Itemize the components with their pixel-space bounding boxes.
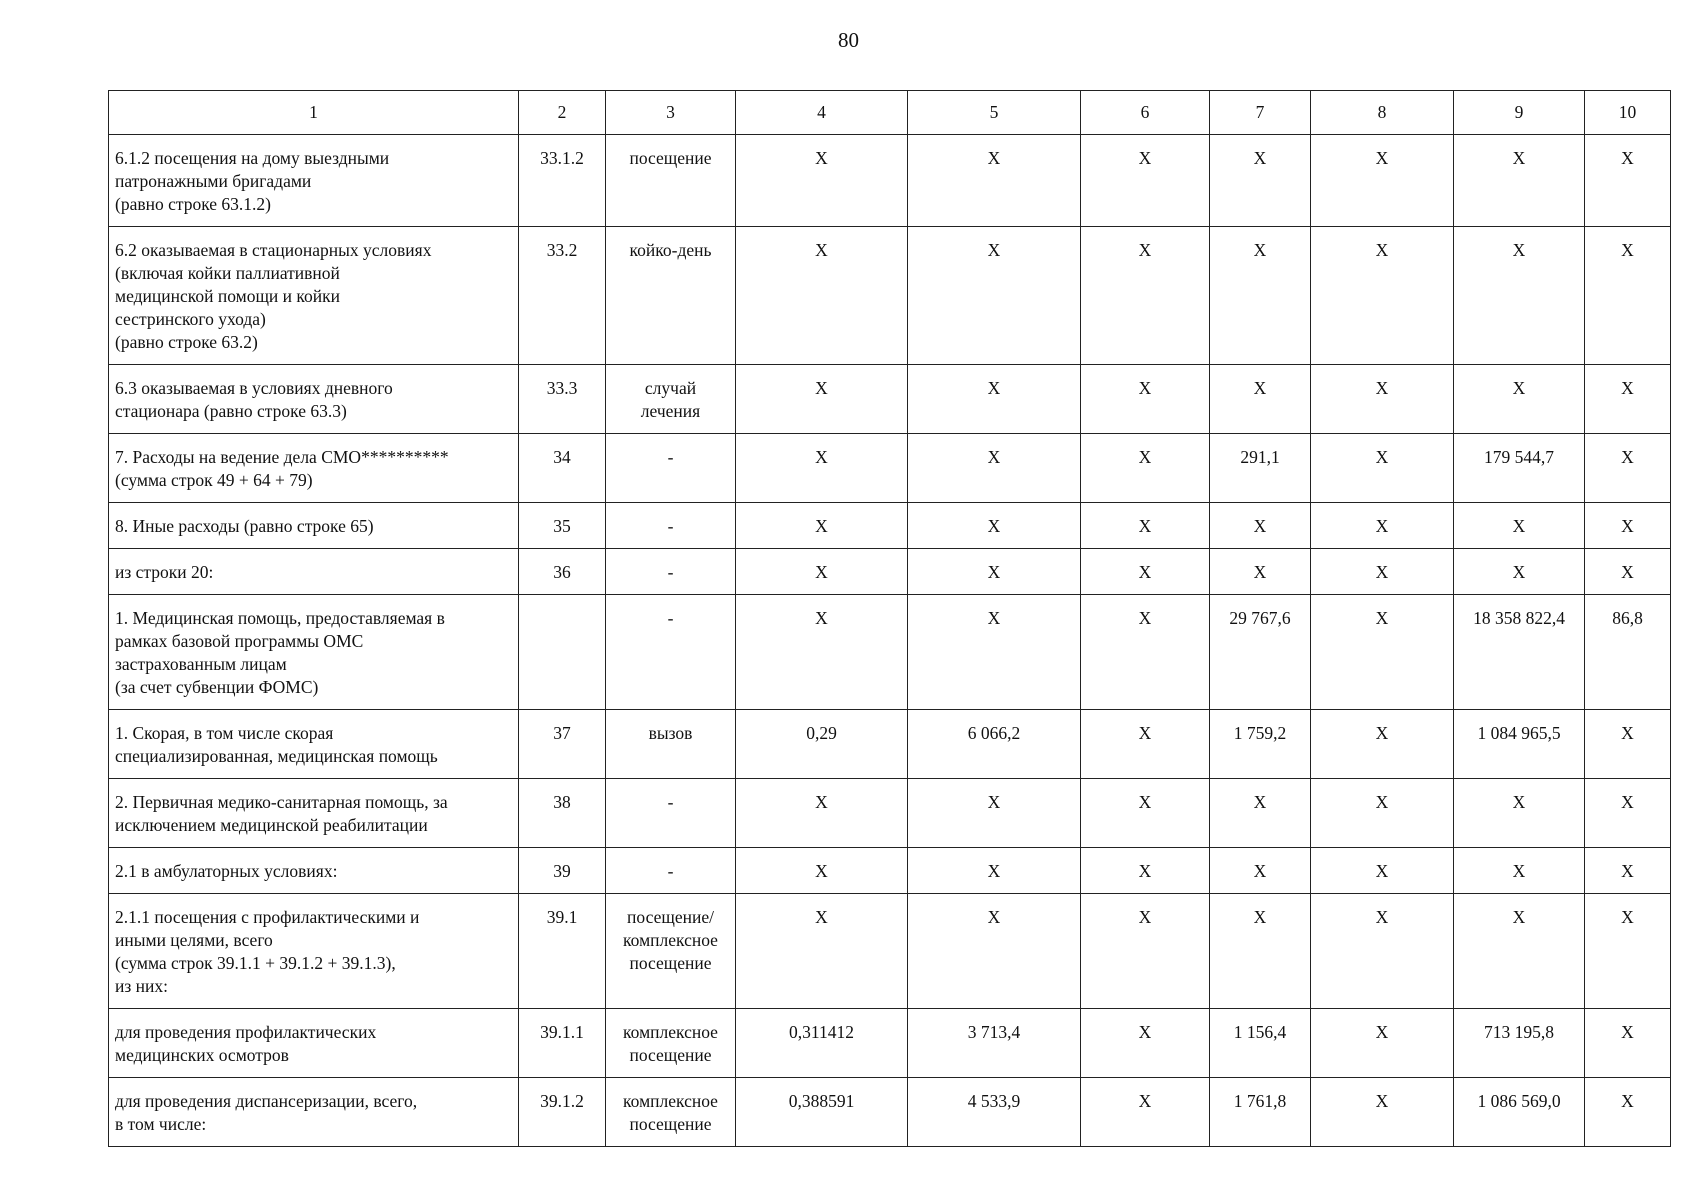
description-line: патронажными бригадами	[115, 171, 312, 191]
cell-col7: 1 759,2	[1210, 710, 1311, 779]
cell-col6: Х	[1081, 848, 1210, 894]
table-row	[109, 434, 1671, 503]
cell-col9: Х	[1454, 549, 1585, 595]
cell-col5: Х	[908, 894, 1081, 1009]
unit-line: посещение	[629, 953, 712, 973]
row-code: 39.1	[519, 894, 606, 1009]
row-unit	[606, 365, 736, 434]
cell-col4: Х	[736, 365, 908, 434]
cell-col7: 1 156,4	[1210, 1009, 1311, 1078]
table-row	[109, 227, 1671, 365]
description-line: (равно строке 63.1.2)	[115, 194, 272, 214]
description-line: застрахованным лицам	[115, 654, 287, 674]
unit-line: комплексное	[623, 1022, 718, 1042]
cell-col10: Х	[1585, 779, 1671, 848]
description-line: 1. Медицинская помощь, предоставляемая в	[115, 608, 445, 628]
cell-col5: Х	[908, 779, 1081, 848]
cell-col4: Х	[736, 549, 908, 595]
description-line: 2.1 в амбулаторных условиях:	[115, 861, 338, 881]
cell-col8: Х	[1311, 848, 1454, 894]
cell-col10: Х	[1585, 1078, 1671, 1147]
cell-col8: Х	[1311, 1078, 1454, 1147]
description-line: 6.3 оказываемая в условиях дневного	[115, 378, 393, 398]
column-header: 5	[908, 91, 1081, 135]
unit-line: -	[667, 562, 674, 582]
unit-line: посещение/	[627, 907, 714, 927]
description-line: из них:	[115, 976, 168, 996]
table-row	[109, 894, 1671, 1009]
cell-col9: 179 544,7	[1454, 434, 1585, 503]
column-header: 2	[519, 91, 606, 135]
cell-col6: Х	[1081, 503, 1210, 549]
cell-col9: Х	[1454, 135, 1585, 227]
cell-col4: Х	[736, 135, 908, 227]
unit-line: комплексное	[623, 1091, 718, 1111]
cell-col5: Х	[908, 848, 1081, 894]
cell-col4: 0,388591	[736, 1078, 908, 1147]
description-line: 1. Скорая, в том числе скорая	[115, 723, 334, 743]
table-row	[109, 1009, 1671, 1078]
cell-col4: Х	[736, 434, 908, 503]
description-line: в том числе:	[115, 1114, 207, 1134]
cell-col7: Х	[1210, 135, 1311, 227]
description-line: (включая койки паллиативной	[115, 263, 340, 283]
cell-col7: 291,1	[1210, 434, 1311, 503]
cell-col9: Х	[1454, 365, 1585, 434]
cell-col10: Х	[1585, 135, 1671, 227]
cell-col9: 713 195,8	[1454, 1009, 1585, 1078]
row-description	[109, 894, 519, 1009]
column-header: 6	[1081, 91, 1210, 135]
row-unit	[606, 894, 736, 1009]
table-row	[109, 848, 1671, 894]
row-unit	[606, 710, 736, 779]
cell-col10: Х	[1585, 434, 1671, 503]
cell-col7: Х	[1210, 894, 1311, 1009]
row-description	[109, 549, 519, 595]
table-row	[109, 503, 1671, 549]
row-code: 36	[519, 549, 606, 595]
row-unit	[606, 434, 736, 503]
description-line: рамках базовой программы ОМС	[115, 631, 364, 651]
cell-col6: Х	[1081, 227, 1210, 365]
cell-col8: Х	[1311, 135, 1454, 227]
cell-col7: Х	[1210, 848, 1311, 894]
cell-col8: Х	[1311, 779, 1454, 848]
cell-col7: 1 761,8	[1210, 1078, 1311, 1147]
cell-col10: Х	[1585, 549, 1671, 595]
cell-col8: Х	[1311, 503, 1454, 549]
cell-col9: Х	[1454, 894, 1585, 1009]
cell-col9: Х	[1454, 227, 1585, 365]
description-line: (сумма строк 49 + 64 + 79)	[115, 470, 313, 490]
data-table	[108, 90, 1671, 1147]
row-code: 39.1.2	[519, 1078, 606, 1147]
cell-col9: 1 084 965,5	[1454, 710, 1585, 779]
row-description	[109, 503, 519, 549]
row-description	[109, 595, 519, 710]
unit-line: -	[667, 516, 674, 536]
row-unit	[606, 779, 736, 848]
row-code	[519, 595, 606, 710]
description-line: для проведения профилактических	[115, 1022, 377, 1042]
row-unit	[606, 549, 736, 595]
row-description	[109, 710, 519, 779]
cell-col6: Х	[1081, 595, 1210, 710]
cell-col9: 1 086 569,0	[1454, 1078, 1585, 1147]
cell-col10: Х	[1585, 1009, 1671, 1078]
cell-col9: 18 358 822,4	[1454, 595, 1585, 710]
row-description	[109, 779, 519, 848]
table-row	[109, 779, 1671, 848]
cell-col10: Х	[1585, 710, 1671, 779]
cell-col7: 29 767,6	[1210, 595, 1311, 710]
unit-line: посещение	[629, 1045, 712, 1065]
unit-line: комплексное	[623, 930, 718, 950]
row-code: 33.3	[519, 365, 606, 434]
row-code: 39.1.1	[519, 1009, 606, 1078]
unit-line: посещение	[629, 1114, 712, 1134]
cell-col7: Х	[1210, 503, 1311, 549]
cell-col8: Х	[1311, 365, 1454, 434]
cell-col5: Х	[908, 434, 1081, 503]
column-header: 1	[109, 91, 519, 135]
cell-col10: Х	[1585, 848, 1671, 894]
cell-col10: 86,8	[1585, 595, 1671, 710]
cell-col5: 3 713,4	[908, 1009, 1081, 1078]
description-line: (за счет субвенции ФОМС)	[115, 677, 319, 697]
description-line: 6.1.2 посещения на дому выездными	[115, 148, 390, 168]
cell-col5: Х	[908, 503, 1081, 549]
row-code: 39	[519, 848, 606, 894]
cell-col5: Х	[908, 227, 1081, 365]
cell-col6: Х	[1081, 1009, 1210, 1078]
description-line: (равно строке 63.2)	[115, 332, 258, 352]
cell-col7: Х	[1210, 549, 1311, 595]
cell-col6: Х	[1081, 894, 1210, 1009]
cell-col10: Х	[1585, 503, 1671, 549]
row-description	[109, 848, 519, 894]
cell-col5: Х	[908, 549, 1081, 595]
cell-col8: Х	[1311, 549, 1454, 595]
column-header: 7	[1210, 91, 1311, 135]
column-header: 10	[1585, 91, 1671, 135]
description-line: 7. Расходы на ведение дела СМО**********	[115, 447, 449, 467]
cell-col5: 4 533,9	[908, 1078, 1081, 1147]
table-header-row	[109, 91, 1671, 135]
cell-col4: Х	[736, 779, 908, 848]
cell-col4: Х	[736, 595, 908, 710]
cell-col5: Х	[908, 365, 1081, 434]
table-row	[109, 595, 1671, 710]
cell-col4: Х	[736, 894, 908, 1009]
column-header: 3	[606, 91, 736, 135]
cell-col5: Х	[908, 135, 1081, 227]
table-row	[109, 549, 1671, 595]
row-code: 33.2	[519, 227, 606, 365]
row-unit	[606, 848, 736, 894]
row-description	[109, 434, 519, 503]
row-unit	[606, 503, 736, 549]
cell-col9: Х	[1454, 503, 1585, 549]
cell-col8: Х	[1311, 434, 1454, 503]
page-number: 80	[838, 28, 859, 52]
cell-col8: Х	[1311, 710, 1454, 779]
cell-col7: Х	[1210, 365, 1311, 434]
description-line: 8. Иные расходы (равно строке 65)	[115, 516, 374, 536]
row-code: 33.1.2	[519, 135, 606, 227]
unit-line: вызов	[648, 723, 693, 743]
cell-col6: Х	[1081, 365, 1210, 434]
description-line: иными целями, всего	[115, 930, 273, 950]
cell-col8: Х	[1311, 595, 1454, 710]
cell-col8: Х	[1311, 894, 1454, 1009]
cell-col7: Х	[1210, 227, 1311, 365]
column-header: 8	[1311, 91, 1454, 135]
unit-line: -	[667, 447, 674, 467]
row-code: 35	[519, 503, 606, 549]
column-header: 9	[1454, 91, 1585, 135]
cell-col5: 6 066,2	[908, 710, 1081, 779]
cell-col6: Х	[1081, 549, 1210, 595]
row-description	[109, 135, 519, 227]
cell-col4: 0,29	[736, 710, 908, 779]
row-unit	[606, 227, 736, 365]
row-description	[109, 1009, 519, 1078]
row-code: 37	[519, 710, 606, 779]
row-unit	[606, 595, 736, 710]
row-description	[109, 1078, 519, 1147]
unit-line: -	[667, 608, 674, 628]
description-line: из строки 20:	[115, 562, 214, 582]
description-line: сестринского ухода)	[115, 309, 266, 329]
description-line: для проведения диспансеризации, всего,	[115, 1091, 418, 1111]
table-row	[109, 135, 1671, 227]
cell-col4: Х	[736, 503, 908, 549]
description-line: специализированная, медицинская помощь	[115, 746, 438, 766]
cell-col5: Х	[908, 595, 1081, 710]
description-line: 2. Первичная медико-санитарная помощь, за	[115, 792, 448, 812]
cell-col10: Х	[1585, 894, 1671, 1009]
cell-col6: Х	[1081, 710, 1210, 779]
cell-col10: Х	[1585, 365, 1671, 434]
unit-line: посещение	[629, 148, 712, 168]
column-header: 4	[736, 91, 908, 135]
unit-line: койко-день	[629, 240, 712, 260]
cell-col7: Х	[1210, 779, 1311, 848]
unit-line: -	[667, 792, 674, 812]
unit-line: -	[667, 861, 674, 881]
cell-col6: Х	[1081, 779, 1210, 848]
row-code: 38	[519, 779, 606, 848]
row-description	[109, 227, 519, 365]
table-row	[109, 1078, 1671, 1147]
description-line: стационара (равно строке 63.3)	[115, 401, 347, 421]
row-description	[109, 365, 519, 434]
description-line: исключением медицинской реабилитации	[115, 815, 428, 835]
table-row	[109, 710, 1671, 779]
description-line: медицинской помощи и койки	[115, 286, 341, 306]
description-line: 2.1.1 посещения с профилактическими и	[115, 907, 420, 927]
table-row	[109, 365, 1671, 434]
cell-col9: Х	[1454, 779, 1585, 848]
description-line: 6.2 оказываемая в стационарных условиях	[115, 240, 432, 260]
row-code: 34	[519, 434, 606, 503]
description-line: (сумма строк 39.1.1 + 39.1.2 + 39.1.3),	[115, 953, 396, 973]
cell-col10: Х	[1585, 227, 1671, 365]
cell-col4: Х	[736, 227, 908, 365]
cell-col6: Х	[1081, 434, 1210, 503]
row-unit	[606, 135, 736, 227]
cell-col8: Х	[1311, 227, 1454, 365]
row-unit	[606, 1078, 736, 1147]
cell-col6: Х	[1081, 135, 1210, 227]
cell-col4: Х	[736, 848, 908, 894]
row-unit	[606, 1009, 736, 1078]
description-line: медицинских осмотров	[115, 1045, 289, 1065]
cell-col6: Х	[1081, 1078, 1210, 1147]
cell-col8: Х	[1311, 1009, 1454, 1078]
cell-col4: 0,311412	[736, 1009, 908, 1078]
unit-line: лечения	[640, 401, 701, 421]
cell-col9: Х	[1454, 848, 1585, 894]
unit-line: случай	[644, 378, 697, 398]
